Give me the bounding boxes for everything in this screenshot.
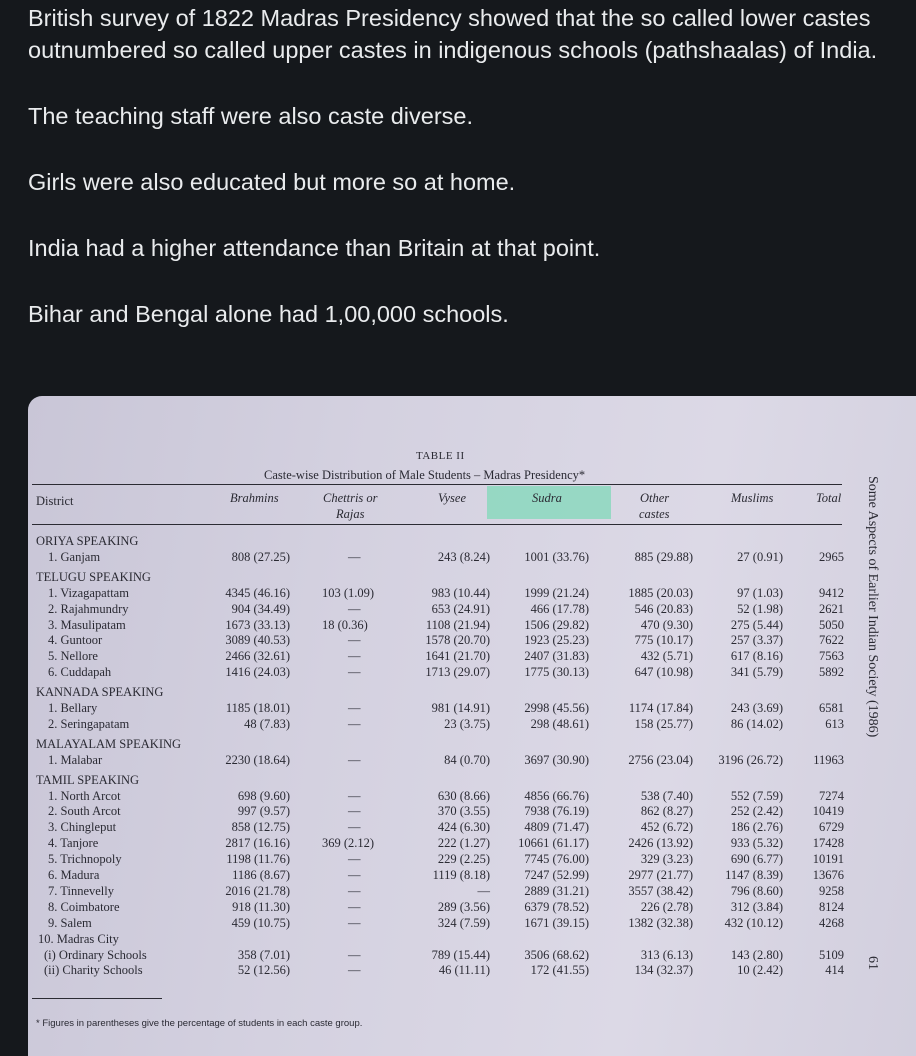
cell-other-castes: 3557 (38.42) — [628, 883, 693, 898]
cell-total: 5050 — [819, 617, 844, 632]
cell-sudra: 4856 (66.76) — [524, 788, 589, 803]
cell-district: 6. Madura — [48, 868, 100, 882]
cell-district: 2. South Arcot — [48, 804, 121, 819]
post-line-1: British survey of 1822 Madras Presidency showed that the so called lower castes outnumbered so called upper castes in indigenous schools (pathshaalas) of India. — [28, 5, 878, 63]
cell-total: 414 — [825, 963, 844, 978]
cell-brahmins: 2466 (32.61) — [225, 649, 290, 664]
cell-sudra: 1001 (33.76) — [524, 549, 589, 564]
cell-sudra: 10661 (61.17) — [518, 836, 589, 851]
cell-muslims: 432 (10.12) — [724, 915, 783, 930]
section-heading: TELUGU SPEAKING — [36, 569, 151, 584]
cell-district: 4. Guntoor — [48, 633, 103, 648]
header-bottom-rule — [32, 524, 842, 525]
cell-vysee: 424 (6.30) — [437, 820, 490, 835]
cell-vysee: 324 (7.59) — [437, 915, 490, 930]
cell-district: 8. Coimbatore — [48, 899, 120, 914]
cell-total: 13676 — [812, 868, 844, 882]
table-caption: Caste-wise Distribution of Male Students – Madras Presidency* — [264, 468, 586, 482]
cell-district: 10. Madras City — [38, 931, 119, 946]
cell-other-castes: 885 (29.88) — [634, 549, 693, 564]
cell-district: 6. Cuddapah — [48, 665, 112, 680]
cell-muslims: 97 (1.03) — [737, 585, 783, 600]
cell-brahmins: 1198 (11.76) — [226, 852, 290, 867]
cell-chettris: — — [348, 752, 361, 767]
cell-brahmins: 1673 (33.13) — [225, 617, 290, 632]
cell-muslims: 690 (6.77) — [730, 852, 783, 867]
section-heading: KANNADA SPEAKING — [36, 685, 164, 700]
cell-chettris: — — [348, 549, 361, 564]
cell-other-castes: 1174 (17.84) — [628, 701, 693, 715]
cell-chettris: — — [348, 633, 361, 648]
cell-other-castes: 313 (6.13) — [640, 947, 693, 962]
cell-other-castes: 226 (2.78) — [640, 899, 693, 914]
cell-total: 9412 — [819, 585, 844, 600]
cell-total: 7274 — [819, 788, 844, 803]
cell-other-castes: 862 (8.27) — [640, 804, 693, 819]
cell-brahmins: 918 (11.30) — [232, 899, 290, 914]
cell-sudra: 2407 (31.83) — [524, 649, 589, 664]
cell-chettris: — — [348, 852, 361, 867]
cell-muslims: 1147 (8.39) — [725, 868, 783, 882]
cell-district: 2. Rajahmundry — [48, 601, 129, 616]
cell-district: 2. Seringapatam — [48, 716, 130, 731]
cell-sudra: 4809 (71.47) — [524, 820, 589, 835]
cell-district: 1. Bellary — [48, 701, 98, 715]
scanned-table-image[interactable] — [28, 396, 916, 1056]
cell-muslims: 27 (0.91) — [737, 549, 783, 564]
cell-total: 4268 — [819, 915, 844, 930]
cell-brahmins: 1185 (18.01) — [225, 701, 290, 715]
cell-sudra: 172 (41.55) — [530, 963, 589, 978]
cell-other-castes: 2977 (21.77) — [628, 868, 693, 882]
cell-sudra: 1506 (29.82) — [524, 617, 589, 632]
cell-district: 5. Trichnopoly — [48, 852, 122, 867]
cell-muslims: 257 (3.37) — [730, 633, 783, 648]
cell-vysee: 630 (8.66) — [437, 788, 490, 803]
cell-sudra: 1999 (21.24) — [524, 585, 589, 600]
cell-chettris: — — [348, 788, 361, 803]
cell-total: 9258 — [819, 883, 844, 898]
cell-total: 10191 — [812, 852, 844, 867]
cell-total: 10419 — [812, 804, 844, 819]
cell-chettris: — — [348, 804, 361, 819]
header-other-2: castes — [639, 507, 670, 521]
cell-other-castes: 134 (32.37) — [634, 963, 693, 978]
cell-vysee: 981 (14.91) — [431, 701, 490, 715]
cell-chettris: — — [348, 899, 361, 914]
section-heading: ORIYA SPEAKING — [36, 534, 139, 548]
cell-vysee: 1578 (20.70) — [425, 633, 490, 648]
cell-chettris: — — [348, 665, 361, 680]
cell-other-castes: 2756 (23.04) — [628, 752, 693, 767]
cell-brahmins: 52 (12.56) — [237, 963, 290, 978]
cell-sudra: 2998 (45.56) — [524, 701, 589, 715]
cell-vysee: 84 (0.70) — [444, 752, 490, 767]
cell-sudra: 2889 (31.21) — [524, 883, 589, 898]
cell-district: 1. Ganjam — [48, 549, 101, 564]
cell-other-castes: 329 (3.23) — [640, 852, 693, 867]
cell-district: 1. Malabar — [48, 752, 103, 767]
cell-total: 7563 — [819, 649, 844, 664]
post-line-4: India had a higher attendance than Britain at that point. — [28, 235, 601, 261]
header-brahmins: Brahmins — [230, 491, 279, 505]
cell-district: (ii) Charity Schools — [44, 963, 143, 978]
cell-chettris: — — [348, 883, 361, 898]
cell-muslims: 86 (14.02) — [730, 716, 783, 731]
cell-other-castes: 546 (20.83) — [634, 601, 693, 616]
cell-brahmins: 997 (9.57) — [237, 804, 290, 819]
cell-vysee: 289 (3.56) — [437, 899, 490, 914]
post-line-5: Bihar and Bengal alone had 1,00,000 schools. — [28, 301, 509, 327]
cell-district: 1. Vizagapattam — [48, 585, 129, 600]
cell-other-castes: 647 (10.98) — [634, 665, 693, 680]
cell-chettris: — — [348, 963, 361, 978]
cell-sudra: 298 (48.61) — [530, 716, 589, 731]
footnote: * Figures in parentheses give the percentage of students in each caste group. — [36, 1018, 363, 1029]
page-number: 61 — [865, 956, 880, 970]
cell-brahmins: 459 (10.75) — [231, 915, 290, 930]
cell-sudra: 7247 (52.99) — [524, 868, 589, 882]
cell-total: 2965 — [819, 549, 844, 564]
cell-muslims: 52 (1.98) — [737, 601, 783, 616]
cell-brahmins: 1186 (8.67) — [232, 868, 290, 882]
cell-total: 6729 — [819, 820, 844, 835]
cell-sudra: 466 (17.78) — [530, 601, 589, 616]
header-district: District — [36, 494, 74, 508]
cell-district: (i) Ordinary Schools — [44, 947, 147, 962]
cell-muslims: 933 (5.32) — [730, 836, 783, 851]
cell-total: 17428 — [812, 836, 844, 851]
cell-muslims: 252 (2.42) — [730, 804, 783, 819]
cell-brahmins: 858 (12.75) — [231, 820, 290, 835]
cell-brahmins: 3089 (40.53) — [225, 633, 290, 648]
cell-district: 4. Tanjore — [48, 836, 99, 851]
cell-chettris: — — [348, 601, 361, 616]
cell-brahmins: 2817 (16.16) — [225, 836, 290, 851]
cell-total: 8124 — [819, 899, 844, 914]
cell-district: 5. Nellore — [48, 649, 98, 664]
cell-district: 7. Tinnevelly — [48, 883, 114, 898]
header-other-1: Other — [640, 491, 670, 505]
cell-chettris: — — [348, 820, 361, 835]
cell-chettris: — — [348, 947, 361, 962]
cell-sudra: 3506 (68.62) — [524, 947, 589, 962]
cell-vysee: 222 (1.27) — [437, 836, 490, 851]
cell-vysee: 1713 (29.07) — [425, 665, 490, 680]
cell-other-castes: 538 (7.40) — [640, 788, 693, 803]
cell-brahmins: 904 (34.49) — [231, 601, 290, 616]
cell-vysee: 653 (24.91) — [431, 601, 490, 616]
cell-vysee: 243 (8.24) — [437, 549, 490, 564]
cell-muslims: 3196 (26.72) — [718, 752, 783, 767]
cell-vysee: 1641 (21.70) — [425, 649, 490, 664]
header-total: Total — [816, 491, 842, 505]
cell-chettris: 18 (0.36) — [322, 617, 368, 632]
cell-other-castes: 158 (25.77) — [634, 716, 693, 731]
cell-district: 3. Masulipatam — [48, 617, 126, 632]
cell-chettris: — — [348, 868, 361, 882]
header-chettris-1: Chettris or — [323, 491, 378, 505]
cell-brahmins: 1416 (24.03) — [225, 665, 290, 680]
cell-other-castes: 432 (5.71) — [640, 649, 693, 664]
cell-other-castes: 2426 (13.92) — [628, 836, 693, 851]
cell-sudra: 1775 (30.13) — [524, 665, 589, 680]
cell-other-castes: 452 (6.72) — [640, 820, 693, 835]
cell-chettris: 369 (2.12) — [322, 836, 375, 851]
cell-district: 3. Chingleput — [48, 820, 117, 835]
cell-other-castes: 1382 (32.38) — [628, 915, 693, 930]
footnote-rule — [32, 998, 162, 999]
cell-vysee: 23 (3.75) — [444, 716, 490, 731]
cell-sudra: 3697 (30.90) — [524, 752, 589, 767]
cell-brahmins: 48 (7.83) — [244, 716, 290, 731]
cell-muslims: 186 (2.76) — [730, 820, 783, 835]
header-vysee: Vysee — [438, 491, 466, 505]
cell-sudra: 1671 (39.15) — [524, 915, 589, 930]
cell-total: 613 — [825, 716, 844, 731]
cell-other-castes: 1885 (20.03) — [628, 585, 693, 600]
cell-total: 6581 — [819, 701, 844, 715]
cell-muslims: 312 (3.84) — [730, 899, 783, 914]
cell-total: 5892 — [819, 665, 844, 680]
cell-vysee: 983 (10.44) — [431, 585, 490, 600]
cell-brahmins: 808 (27.25) — [231, 549, 290, 564]
post-line-3: Girls were also educated but more so at home. — [28, 169, 516, 195]
header-sudra: Sudra — [532, 491, 562, 505]
table-label: TABLE II — [416, 450, 465, 462]
cell-muslims: 275 (5.44) — [730, 617, 783, 632]
cell-vysee: 789 (15.44) — [431, 947, 490, 962]
cell-chettris: — — [348, 915, 361, 930]
cell-total: 2621 — [819, 601, 844, 616]
cell-muslims: 10 (2.42) — [737, 963, 783, 978]
cell-muslims: 341 (5.79) — [730, 665, 783, 680]
cell-sudra: 7938 (76.19) — [524, 804, 589, 819]
post-line-2: The teaching staff were also caste diverse. — [28, 103, 473, 129]
cell-muslims: 552 (7.59) — [730, 788, 783, 803]
header-top-rule — [32, 484, 842, 485]
cell-total: 11963 — [813, 752, 844, 767]
cell-vysee: 370 (3.55) — [437, 804, 490, 819]
cell-chettris: — — [348, 716, 361, 731]
cell-vysee: 1108 (21.94) — [425, 617, 490, 632]
section-heading: TAMIL SPEAKING — [36, 772, 140, 787]
cell-vysee: 229 (2.25) — [437, 852, 490, 867]
cell-other-castes: 775 (10.17) — [634, 633, 693, 648]
cell-chettris: 103 (1.09) — [322, 585, 375, 600]
cell-other-castes: 470 (9.30) — [640, 617, 693, 632]
cell-muslims: 796 (8.60) — [730, 883, 783, 898]
cell-brahmins: 698 (9.60) — [237, 788, 290, 803]
cell-chettris: — — [348, 649, 361, 664]
cell-district: 1. North Arcot — [48, 788, 121, 803]
cell-vysee: 1119 (8.18) — [432, 868, 490, 882]
header-muslims: Muslims — [731, 491, 774, 505]
cell-brahmins: 4345 (46.16) — [225, 585, 290, 600]
cell-brahmins: 2016 (21.78) — [225, 883, 290, 898]
cell-brahmins: 2230 (18.64) — [225, 752, 290, 767]
section-heading: MALAYALAM SPEAKING — [36, 736, 182, 751]
cell-sudra: 7745 (76.00) — [524, 852, 589, 867]
side-book-title: Some Aspects of Earlier Indian Society (1986) — [865, 476, 880, 738]
header-chettris-2: Rajas — [336, 507, 365, 521]
cell-muslims: 243 (3.69) — [730, 701, 783, 715]
cell-brahmins: 358 (7.01) — [237, 947, 290, 962]
cell-muslims: 617 (8.16) — [730, 649, 783, 664]
cell-muslims: 143 (2.80) — [730, 947, 783, 962]
cell-sudra: 6379 (78.52) — [524, 899, 589, 914]
cell-district: 9. Salem — [48, 915, 92, 930]
cell-vysee: 46 (11.11) — [438, 963, 490, 978]
post-text — [28, 0, 908, 330]
cell-sudra: 1923 (25.23) — [524, 633, 589, 648]
cell-total: 5109 — [819, 947, 844, 962]
cell-total: 7622 — [819, 633, 844, 648]
cell-vysee: — — [477, 883, 490, 898]
cell-chettris: — — [348, 701, 361, 715]
